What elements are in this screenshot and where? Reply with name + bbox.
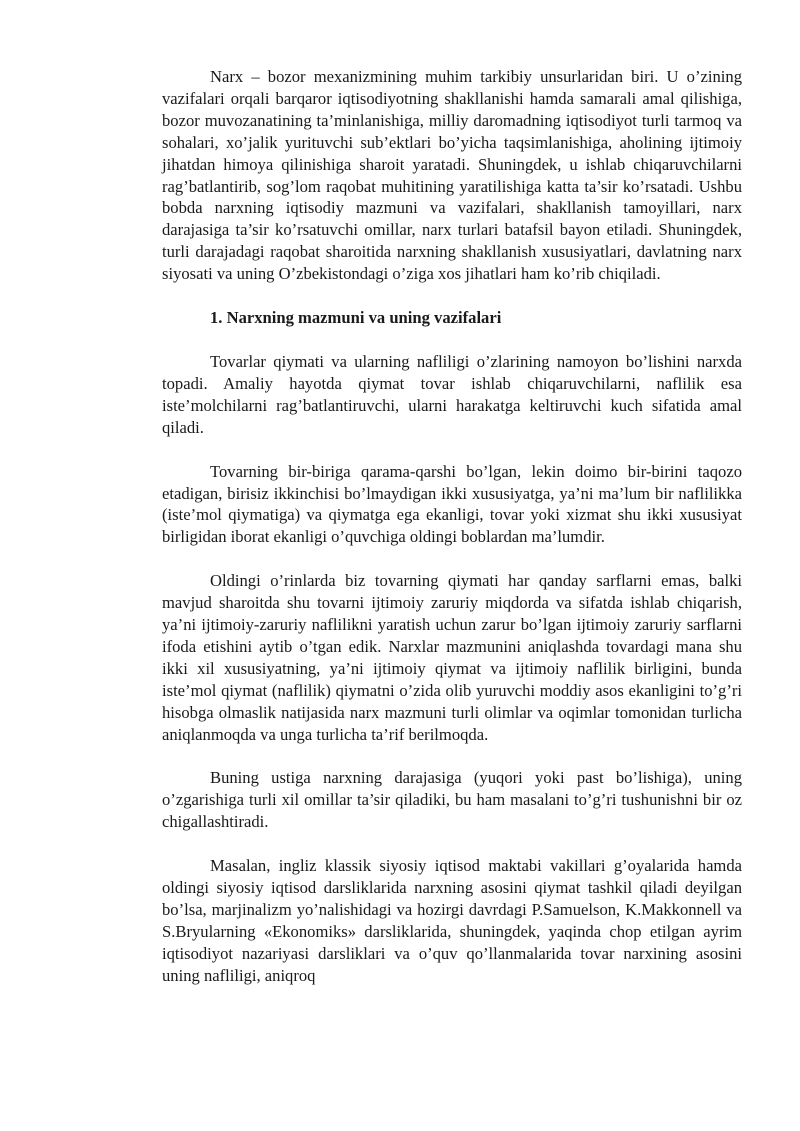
body-paragraph-3: Oldingi o’rinlarda biz tovarning qiymati har qanday sarflarni emas, balki mavjud sharoitda shu tovarni ijtimoiy zaruriy miqdorda va sifatda ishlab chiqarish, ya’ni ijtimoiy-zaruriy naflilikni yaratish uchun zarur bo’lgan ijtimoiy zaruriy sarflarni ifoda etishini aytib o’tgan edik. Narxlar mazmunini aniqlashda tovardagi mana shu ikki xil xususiyatning, ya’ni ijtimoiy qiymat va ijtimoiy naflilik birligini, bunda iste’mol qiymat (naflilik) qiymatni o’zida olib yuruvchi moddiy asos ekanligini to’g’ri hisobga olmaslik natijasida narx mazmuni turli olimlar va oqimlar tomonidan turlicha aniqlanmoqda va unga turlicha ta’rif berilmoqda.	[162, 571, 742, 744]
body-paragraph-2: Tovarning bir-biriga qarama-qarshi bo’lgan, lekin doimo bir-birini taqozo etadigan, birisiz ikkinchisi bo’lmaydigan ikki xususiyatga, ya’ni ma’lum bir naflilikka (iste’mol qiymatiga) va qiymatga ega ekanligi, tovar yoki xizmat shu ikki xususiyat birligidan iborat ekanligi o’quvchiga oldingi boblardan ma’lumdir.	[162, 461, 742, 547]
body-paragraph-4: Buning ustiga narxning darajasiga (yuqori yoki past bo’lishiga), uning o’zgarishiga turli xil omillar ta’sir qiladiki, bu ham masalani to’g’ri tushunishni bir oz chigallashtiradi.	[162, 768, 742, 832]
document-page	[162, 66, 742, 1009]
body-paragraph-5: Masalan, ingliz klassik siyosiy iqtisod maktabi vakillari g’oyalarida hamda oldingi siyosiy iqtisod darsliklarida narxning asosini qiymat tashkil qiladi deyilgan bo’lsa, marjinalizm yo’nalishidagi va hozirgi davrdagi P.Samuelson, K.Makkonnell va S.Bryularning «Ekonomiks» darsliklarida, shuningdek, yaqinda chop etilgan ayrim iqtisodiyot nazariyasi darsliklari va o’quv qo’llanmalarida tovar narxining asosini uning nafliligi, aniqroq	[162, 856, 742, 985]
intro-paragraph: Narx – bozor mexanizmining muhim tarkibiy unsurlaridan biri. U o’zining vazifalari orqali barqaror iqtisodiyotning shakllanishi hamda samarali amal qilishiga, bozor muvozanatining ta’minlanishiga, milliy daromadning iqtisodiyot turli tarmoq va sohalari, xo’jalik yurituvchi sub’ektlari bo’yicha taqsimlanishiga, aholining ijtimoiy jihatdan himoya qilinishiga sharoit yaratadi. Shuningdek, u ishlab chiqaruvchilarni rag’batlantirib, sog’lom raqobat muhitining yaratilishiga katta ta’sir ko’rsatadi. Ushbu bobda narxning iqtisodiy mazmuni va vazifalari, shakllanish tamoyillari, narx darajasiga ta’sir ko’rsatuvchi omillar, narx turlari batafsil bayon etiladi. Shuningdek, turli darajadagi raqobat sharoitida narxning shakllanish xususiyatlari, davlatning narx siyosati va uning O’zbekistondagi o’ziga xos jihatlari ham ko’rib chiqiladi.	[162, 67, 742, 284]
body-paragraph-1: Tovarlar qiymati va ularning nafliligi o’zlarining namoyon bo’lishini narxda topadi. Amaliy hayotda qiymat tovar ishlab chiqaruvchilarni, naflilik esa iste’molchilarni rag’batlantiruvchi, ularni harakatga keltiruvchi kuch sifatida amal qiladi.	[162, 351, 742, 437]
section-heading: 1. Narxning mazmuni va uning vazifalari	[210, 308, 502, 328]
